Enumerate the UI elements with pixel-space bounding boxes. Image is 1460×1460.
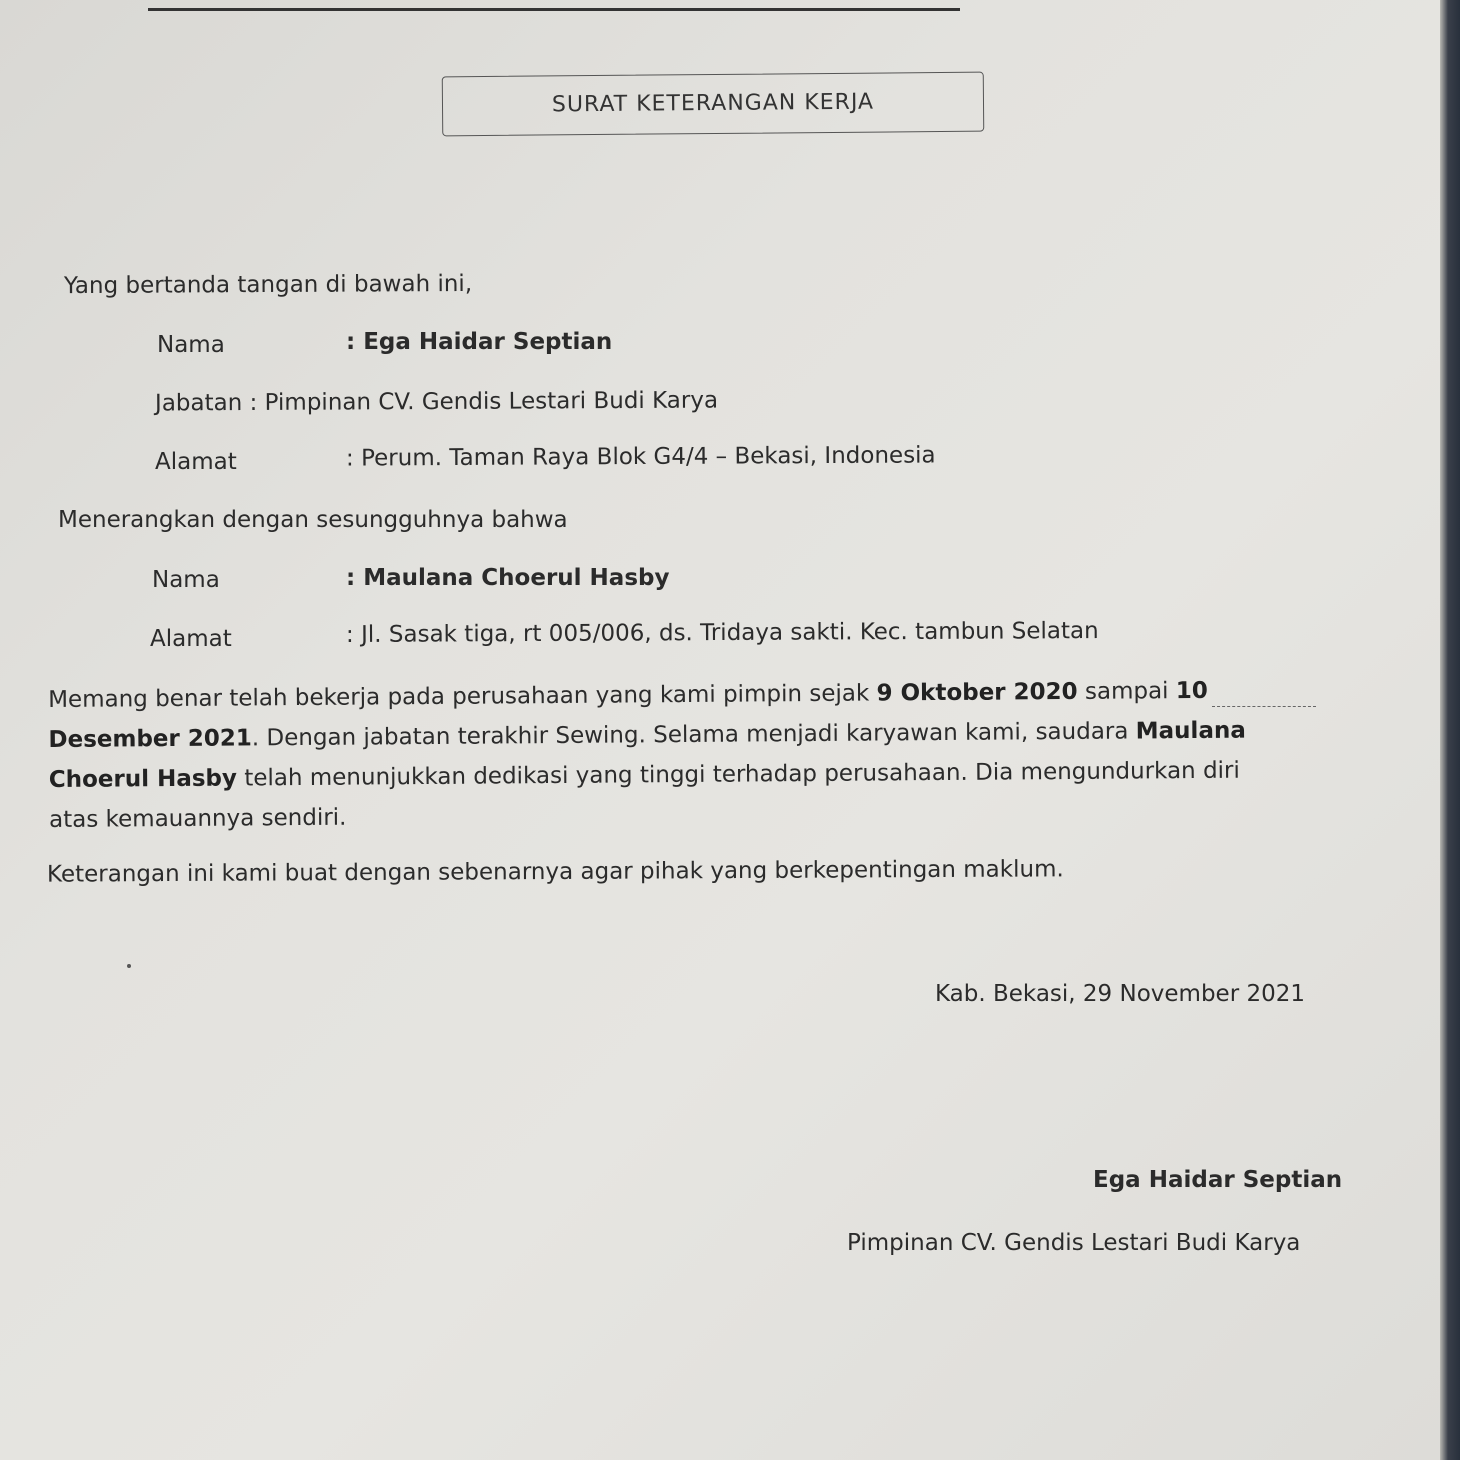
- background-edge: [1440, 0, 1460, 1460]
- signer-address-label: Alamat: [155, 449, 237, 475]
- body-text-4: telah menunjukkan dedikasi yang tinggi terhadap perusahaan. Dia mengundurkan diri atas kemauannya sendiri.: [48, 757, 1240, 833]
- body-text-1: Memang benar telah bekerja pada perusahaan yang kami pimpin sejak: [48, 680, 877, 713]
- start-date: 9 Oktober 2020: [876, 678, 1078, 707]
- document-title: SURAT KETERANGAN KERJA: [551, 89, 875, 118]
- title-box: [442, 72, 985, 137]
- place-date: Kab. Bekasi, 29 November 2021: [935, 981, 1305, 1007]
- signer-name-value: : Ega Haidar Septian: [346, 329, 613, 355]
- body-paragraph: [48, 670, 1279, 840]
- end-date: 10 Desember 2021: [48, 677, 1208, 753]
- body-text-3: . Dengan jabatan terakhir Sewing. Selama menjadi karyawan kami, saudara: [251, 718, 1136, 752]
- body-text-2: sampai: [1077, 678, 1176, 705]
- closing-text: Keterangan ini kami buat dengan sebenarnya agar pihak yang berkepentingan maklum.: [46, 856, 1064, 888]
- signer-position: Jabatan : Pimpinan CV. Gendis Lestari Budi Karya: [154, 387, 719, 417]
- ink-speck: [127, 964, 131, 968]
- signer-name-label: Nama: [157, 332, 225, 358]
- employee-address-label: Alamat: [150, 626, 232, 652]
- top-rule: [148, 8, 960, 11]
- employee-name-label: Nama: [152, 567, 220, 593]
- employee-name-value: : Maulana Choerul Hasby: [346, 565, 670, 591]
- signature-name: Ega Haidar Septian: [1093, 1167, 1343, 1193]
- statement-intro: Menerangkan dengan sesungguhnya bahwa: [58, 507, 568, 533]
- signer-address-value: : Perum. Taman Raya Blok G4/4 – Bekasi, Indonesia: [345, 442, 936, 472]
- signature-title: Pimpinan CV. Gendis Lestari Budi Karya: [847, 1230, 1301, 1256]
- employee-address-value: : Jl. Sasak tiga, rt 005/006, ds. Tridaya sakti. Kec. tambun Selatan: [345, 618, 1099, 648]
- intro-text: Yang bertanda tangan di bawah ini,: [63, 270, 473, 300]
- employee-name-inline: Maulana Choerul Hasby: [48, 717, 1246, 793]
- dotted-line: [1212, 706, 1316, 707]
